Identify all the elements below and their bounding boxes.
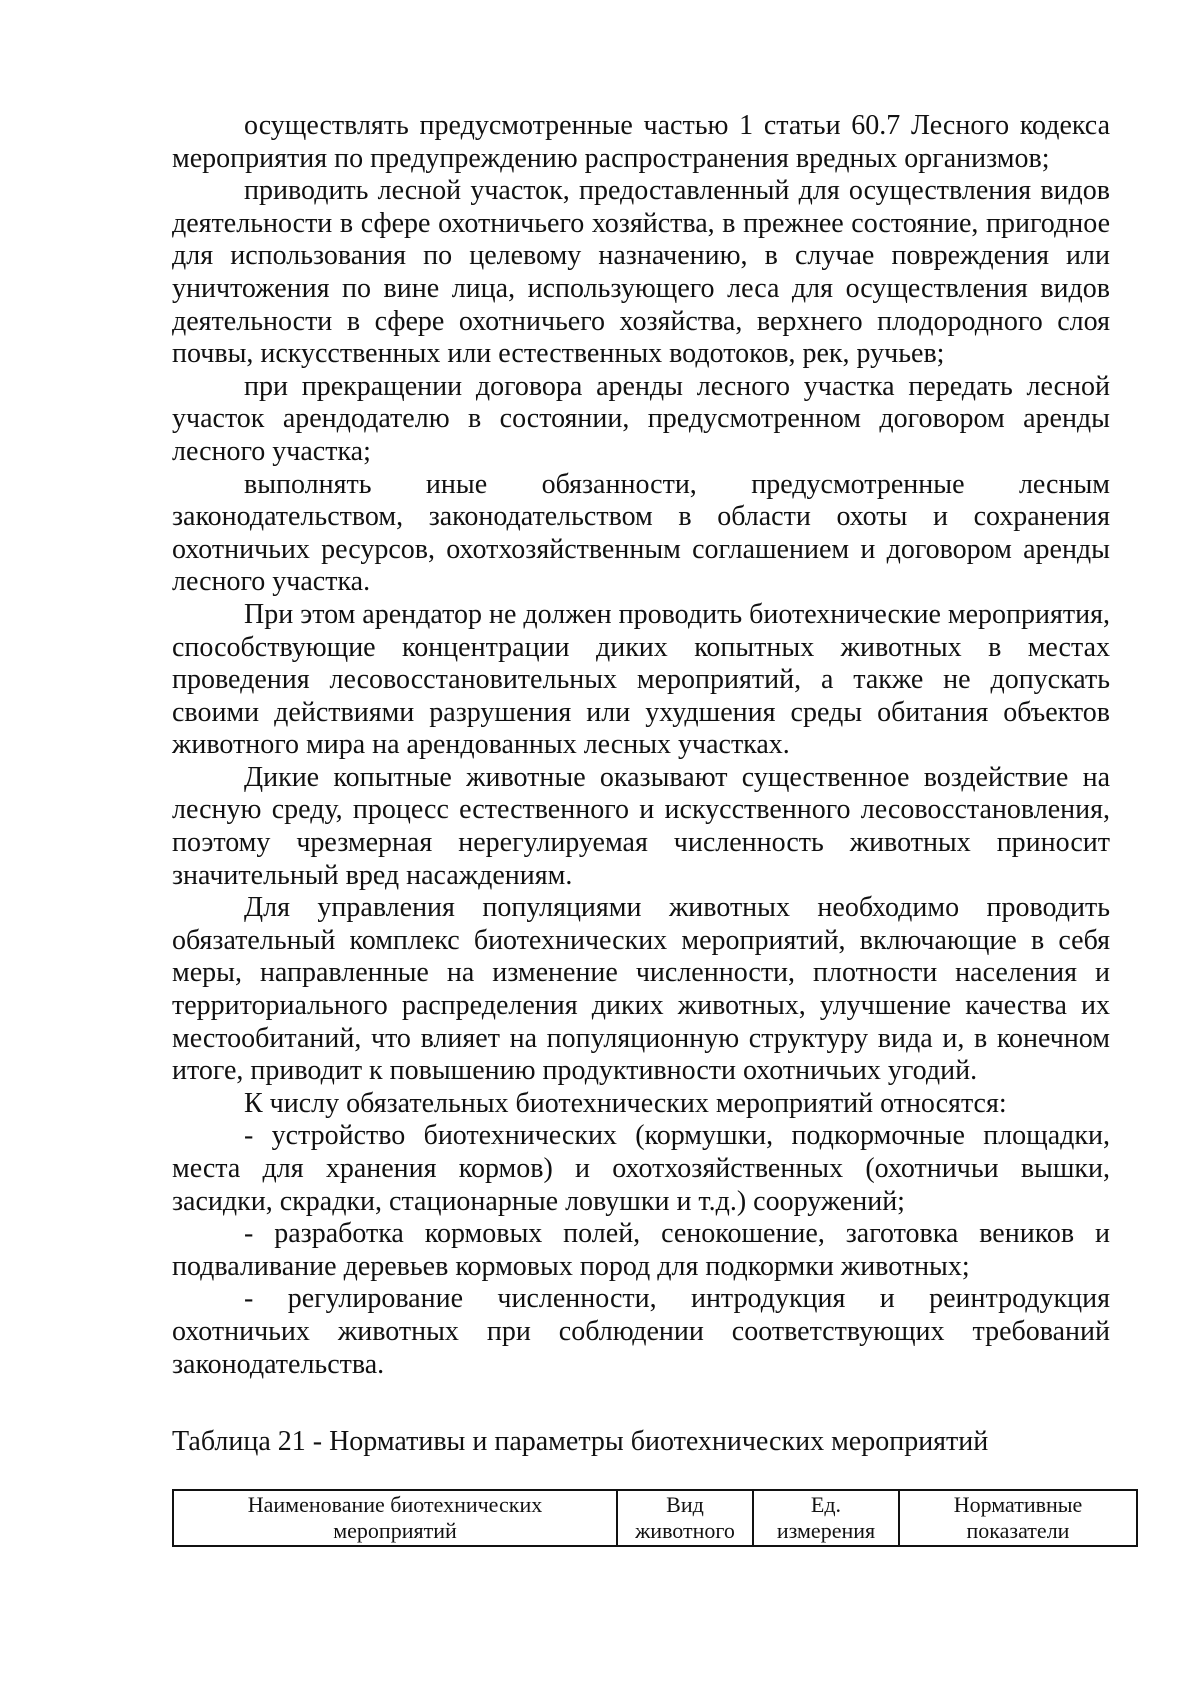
- header-line: Вид: [666, 1492, 704, 1518]
- header-line: Нормативные: [953, 1492, 1083, 1518]
- table-header-row: [173, 1490, 1137, 1546]
- paragraph-obligation-pests: осуществлять предусмотренные частью 1 статьи 60.7 Лесного кодекса мероприятия по предупреждению распространения вредных организмов;: [172, 110, 1110, 174]
- paragraph-list-intro: К числу обязательных биотехнических мероприятий относятся:: [244, 1087, 1007, 1119]
- paragraph-restrictions: При этом арендатор не должен проводить биотехнические мероприятия, способствующие концентрации диких копытных животных в местах проведения лесовосстановительных мероприятий, а также не допускать своими действиями разрушения или ухудшения среды обитания объектов животного мира на арендованных лесных участках.: [172, 598, 1110, 761]
- header-line: показатели: [966, 1518, 1070, 1544]
- header-cell-unit: [753, 1490, 899, 1546]
- list-item-feeding-fields: - разработка кормовых полей, сенокошение, заготовка веников и подваливание деревьев кормовых пород для подкормки животных;: [172, 1218, 1110, 1282]
- paragraph-obligation-return: при прекращении договора аренды лесного участка передать лесной участок арендодателю в состоянии, предусмотренном договором аренды лесного участка;: [172, 370, 1110, 467]
- biotechnical-norms-table: [172, 1489, 1138, 1547]
- paragraph-obligation-other: выполнять иные обязанности, предусмотренные лесным законодательством, законодательством в области охоты и сохранения охотничьих ресурсов, охотхозяйственным соглашением и договором аренды лесного участка.: [172, 468, 1110, 598]
- header-line: мероприятий: [333, 1518, 457, 1544]
- paragraph-ungulates-impact: Дикие копытные животные оказывают существенное воздействие на лесную среду, процесс естественного и искусственного лесовосстановления, поэтому чрезмерная нерегулируемая численность животных приносит значительный вред насаждениям.: [172, 761, 1110, 891]
- header-line: Ед.: [810, 1492, 842, 1518]
- document-page: [172, 110, 1110, 1547]
- header-line: Наименование биотехнических: [247, 1492, 543, 1518]
- header-cell-norms: [899, 1490, 1137, 1546]
- table-caption: Таблица 21 - Нормативы и параметры биотехнических мероприятий: [172, 1426, 989, 1458]
- paragraph-population-management: Для управления популяциями животных необходимо проводить обязательный комплекс биотехнических мероприятий, включающие в себя меры, направленные на изменение численности, плотности населения и территориального распределения диких животных, улучшение качества их местообитаний, что влияет на популяционную структуру вида и, в конечном итоге, приводит к повышению продуктивности охотничьих угодий.: [172, 892, 1110, 1087]
- header-cell-measure-name: [173, 1490, 617, 1546]
- paragraph-obligation-restore: приводить лесной участок, предоставленный для осуществления видов деятельности в сфере охотничьего хозяйства, в прежнее состояние, пригодное для использования по целевому назначению, в случае повреждения или уничтожения по вине лица, использующего леса для осуществления видов деятельности в сфере охотничьего хозяйства, верхнего плодородного слоя почвы, искусственных или естественных водотоков, рек, ручьев;: [172, 175, 1110, 370]
- header-cell-animal-species: [617, 1490, 753, 1546]
- list-item-population-regulation: - регулирование численности, интродукция и реинтродукция охотничьих животных при соблюдении соответствующих требований законодательства.: [172, 1283, 1110, 1380]
- list-item-structures: - устройство биотехнических (кормушки, подкормочные площадки, места для хранения кормов) и охотхозяйственных (охотничьи вышки, засидки, скрадки, стационарные ловушки и т.д.) сооружений;: [172, 1120, 1110, 1217]
- header-line: измерения: [776, 1518, 876, 1544]
- header-line: животного: [635, 1518, 735, 1544]
